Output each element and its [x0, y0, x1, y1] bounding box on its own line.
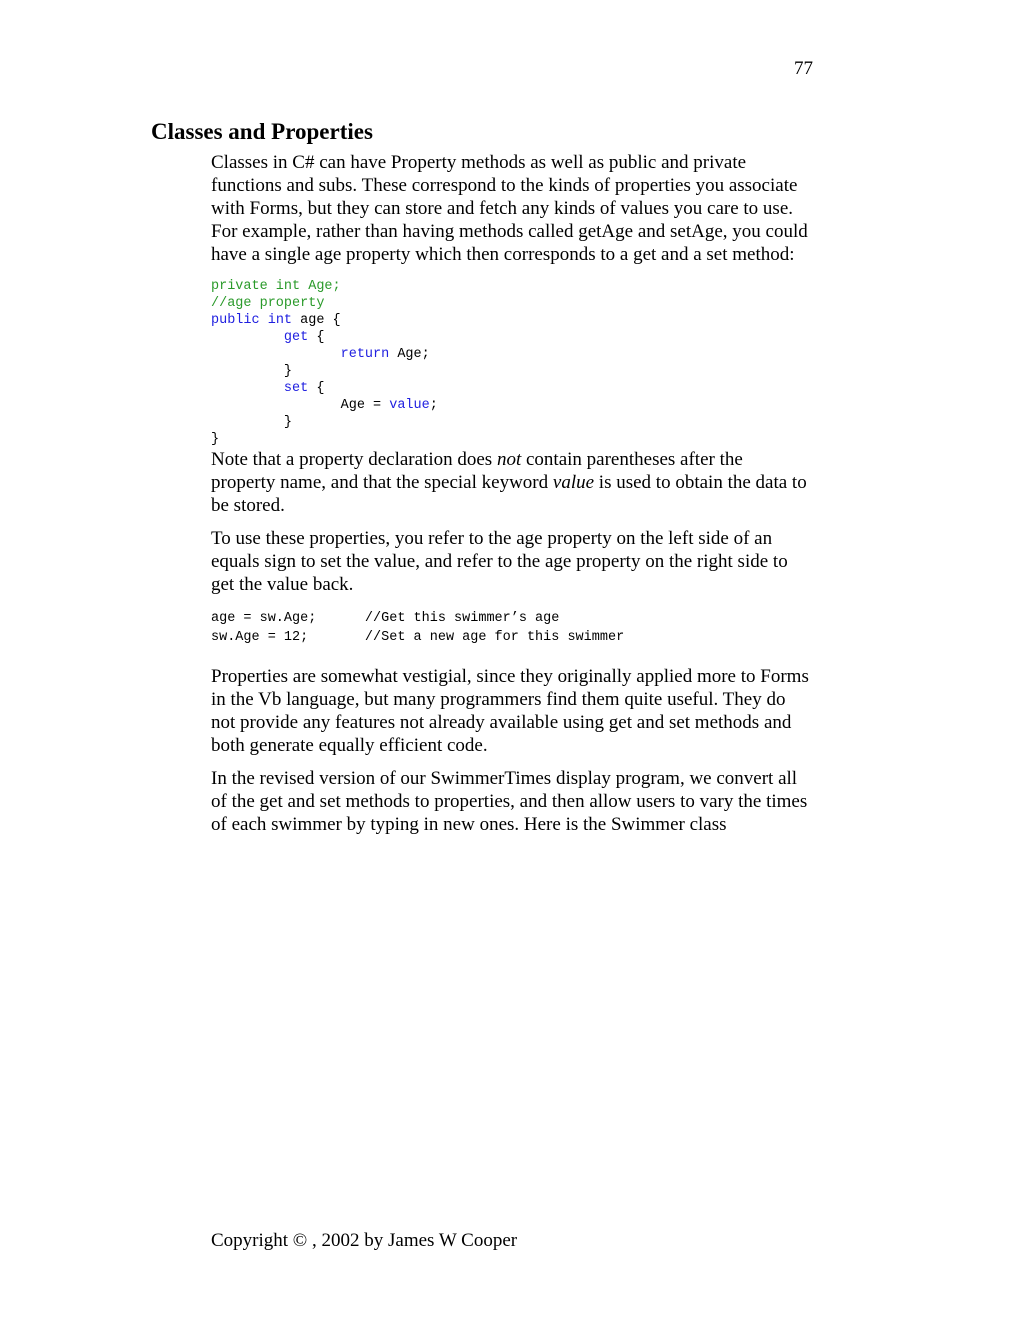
intro-paragraph: Classes in C# can have Property methods as well as public and private functions and subs. These correspond to the kinds of properties you associate with Forms, but they can store and fetch any kinds of values you care to use. For example, rather than having methods called getAge and setAge, you could have a single age property which then corresponds to a get and a set method: [211, 152, 808, 265]
code-line: //age property [211, 296, 325, 311]
note-paragraph: Note that a property declaration does not contain parentheses after the property name, and that the special keyword value is used to obtain the data to be stored. [211, 449, 807, 516]
code-line: public int age { [211, 313, 341, 328]
code-line: Age = value; [340, 398, 438, 413]
code-line: private int Age; [211, 279, 341, 294]
usage-code-block [211, 609, 811, 647]
copyright-footer: Copyright © , 2002 by James W Cooper [211, 1230, 518, 1251]
code-line: return Age; [340, 347, 430, 362]
code-line: age = sw.Age; //Get this swimmer’s age [211, 611, 560, 626]
code-line: } [283, 364, 293, 379]
usage-paragraph: To use these properties, you refer to the age property on the left side of an equals sign to set the value, and refer to the age property on the right side to get the value back. [211, 528, 788, 595]
revised-paragraph: In the revised version of our SwimmerTimes display program, we convert all of the get and set methods to properties, and then allow users to vary the times of each swimmer by typing in new ones. Here is the Swimmer class [211, 768, 808, 835]
vestigial-paragraph: Properties are somewhat vestigial, since they originally applied more to Forms in the Vb language, but many programmers find them quite useful. They do not provide any features not already available using get and set methods and both generate equally efficient code. [211, 666, 809, 756]
code-line: get { [283, 330, 325, 345]
code-line: } [211, 432, 220, 447]
page-number: 77 [794, 58, 813, 79]
code-line: } [283, 415, 293, 430]
main-content [211, 151, 811, 836]
section-heading: Classes and Properties [151, 119, 373, 144]
code-line: sw.Age = 12; //Set a new age for this swimmer [211, 630, 625, 645]
property-code-block [211, 278, 811, 448]
code-line: set { [283, 381, 325, 396]
